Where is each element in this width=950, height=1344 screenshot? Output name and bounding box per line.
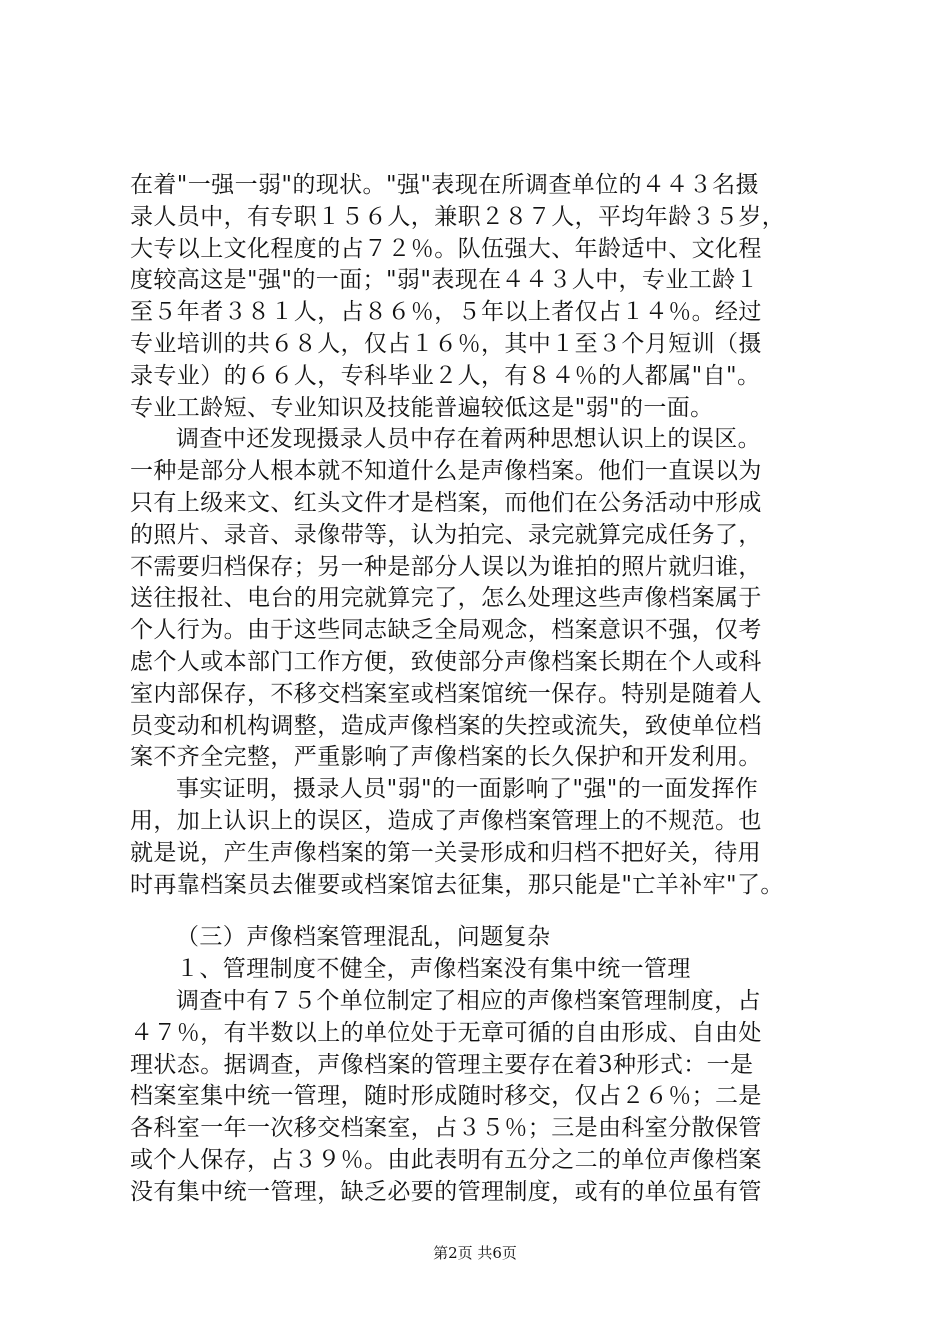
text-line: 度较高这是"强"的一面；"弱"表现在４４３人中，专业工龄１ [130, 267, 759, 294]
text-line: 就是说，产生声像档案的第一关킃形成和归档不把好关，待用 [130, 839, 762, 866]
paragraph-misconceptions [130, 424, 830, 774]
text-line: 一种是部分人根本就不知道什么是声像档案。他们一直误以为 [130, 458, 762, 485]
text-line: 调查中还发现摄录人员中存在着两种思想认识上的误区。 [176, 426, 761, 453]
paragraph-conclusion [130, 774, 830, 901]
text-line: 不需要归档保存；另一种是部分人误以为谁拍的照片就归谁， [130, 553, 762, 580]
text-line: 在着"一强一弱"的现状。"强"表现在所调查单位的４４３名摄 [130, 172, 759, 198]
text-line: 档案室集中统一管理，随时形成随时移交，仅占２６％；二是 [130, 1083, 762, 1110]
text-line: 室内部保存，不移交档案室或档案馆统一保存。特别是随着人 [130, 680, 762, 707]
text-line: ４７％，有半数以上的单位处于无章可循的自由形成、自由处 [130, 1019, 762, 1046]
document-body [130, 170, 830, 1209]
text-line: 的照片、录音、录像带等，认为拍完、录完就算完成任务了， [130, 521, 762, 548]
text-line: 案不齐全完整，严重影响了声像档案的长久保护和开发利用。 [130, 744, 762, 771]
text-line: 虑个人或本部门工作方便，致使部分声像档案长期在个人或科 [130, 648, 762, 675]
text-line: 时再靠档案员去催要或档案馆去征集，那只能是"亡羊补牢"了。 [130, 871, 784, 898]
text-line: 送往报社、电台的用完就算完了，怎么处理这些声像档案属于 [130, 585, 762, 612]
text-line: 各科室一年一次移交档案室，占３５％；三是由科室分散保管 [130, 1115, 762, 1142]
page-number-footer: 第2页 共6页 [433, 1244, 517, 1262]
text-line: 用，加上认识上的误区，造成了声像档案管理上的不规范。也 [130, 807, 762, 834]
section-heading: （三）声像档案管理混乱，问题复杂 [176, 924, 551, 951]
text-line: 理状态。据调查，声像档案的管理主要存在着3种形式：一是 [130, 1051, 754, 1078]
text-line: 或个人保存，占３９％。由此表明有五分之二的单位声像档案 [130, 1146, 762, 1173]
text-line: 员变动和机构调整，造成声像档案的失控或流失，致使单位档 [130, 712, 762, 739]
text-line: 只有上级来文、红头文件才是档案，而他们在公务活动中形成 [130, 489, 762, 516]
paragraph-gap [130, 901, 830, 922]
text-line: 专业工龄短、专业知识及技能普遍较低这是"弱"的一面。 [130, 394, 714, 421]
text-line: 录专业）的６６人，专科毕业２人，有８４％的人都属"自"。 [130, 362, 761, 389]
text-line: 录人员中，有专职１５６人，兼职２８７人，平均年龄３５岁， [130, 203, 786, 230]
sub-heading: １、管理制度不健全，声像档案没有集中统一管理 [176, 956, 691, 983]
paragraph-workforce-strength [130, 170, 830, 424]
text-line: 大专以上文化程度的占７２％。队伍强大、年龄适中、文化程 [130, 235, 762, 262]
text-line: 专业培训的共６８人，仅占１６％，其中１至３个月短训（摄 [130, 330, 762, 357]
text-line: 没有集中统一管理，缺乏必要的管理制度，或有的单位虽有管 [130, 1178, 762, 1205]
text-line: 调查中有７５个单位制定了相应的声像档案管理制度，占 [176, 987, 761, 1014]
text-line: 事实证明，摄录人员"弱"的一面影响了"强"的一面发挥作 [176, 776, 759, 803]
text-line: 个人行为。由于这些同志缺乏全局观念，档案意识不强，仅考 [130, 617, 762, 644]
paragraph-management-forms [130, 986, 830, 1209]
text-line: 至５年者３８１人，占８６％，５年以上者仅占１４％。经过 [130, 299, 762, 326]
